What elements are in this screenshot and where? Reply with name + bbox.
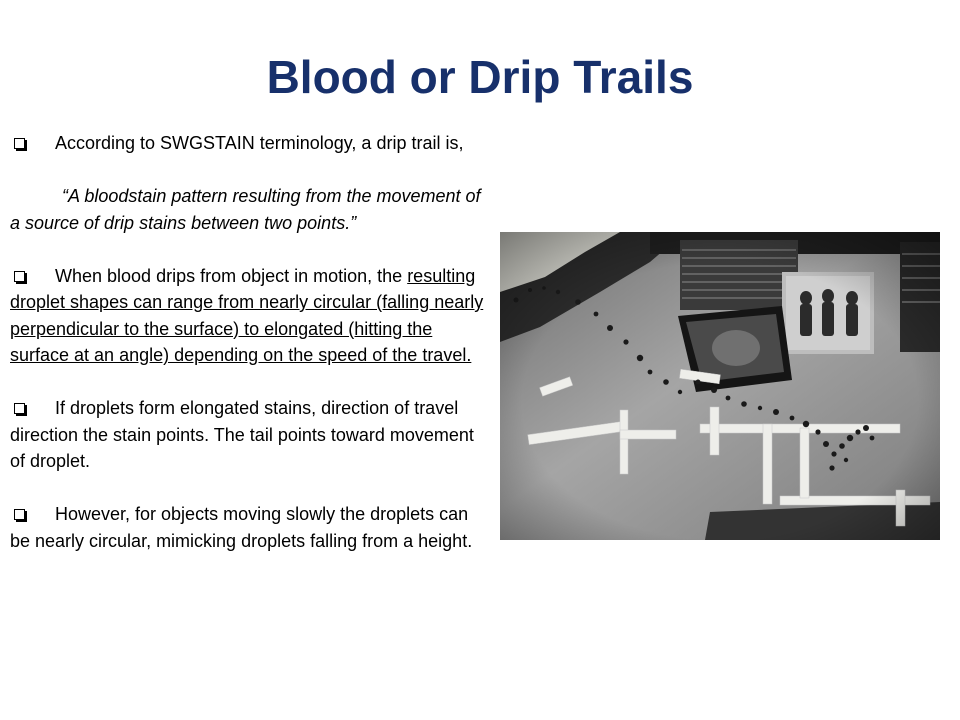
square-bullet-icon <box>14 509 25 520</box>
quote-text: “A bloodstain pattern resulting from the movement of a source of drip stains between two points.” <box>10 186 481 233</box>
paragraph-text: If droplets form elongated stains, direction of travel direction the stain points. The tail points toward movement of droplet. <box>10 398 474 471</box>
paragraph-motion <box>10 263 488 369</box>
paragraph-text: When blood drips from object in motion, the <box>55 265 408 286</box>
drip-trail-photo <box>500 232 940 540</box>
paragraph-swgstain <box>10 130 488 157</box>
slide-title: Blood or Drip Trails <box>266 51 694 103</box>
underlined-text: resulting droplet shapes can range from nearly circular (falling nearly perpendicular to the surface) to elongated (hitting the surface at an angle) depending on the speed of the travel. <box>10 265 484 365</box>
square-bullet-icon <box>14 403 25 414</box>
square-bullet-icon <box>14 138 25 149</box>
paragraph-text: According to SWGSTAIN terminology, a drip trail is, <box>55 133 464 153</box>
paragraph-elongated <box>10 395 488 475</box>
paragraph-text: However, for objects moving slowly the droplets can be nearly circular, mimicking droplets falling from a height. <box>10 504 473 551</box>
definition-quote <box>10 183 488 236</box>
paragraph-slow-moving <box>10 501 488 554</box>
body-text <box>10 130 488 554</box>
square-bullet-icon <box>14 271 25 282</box>
